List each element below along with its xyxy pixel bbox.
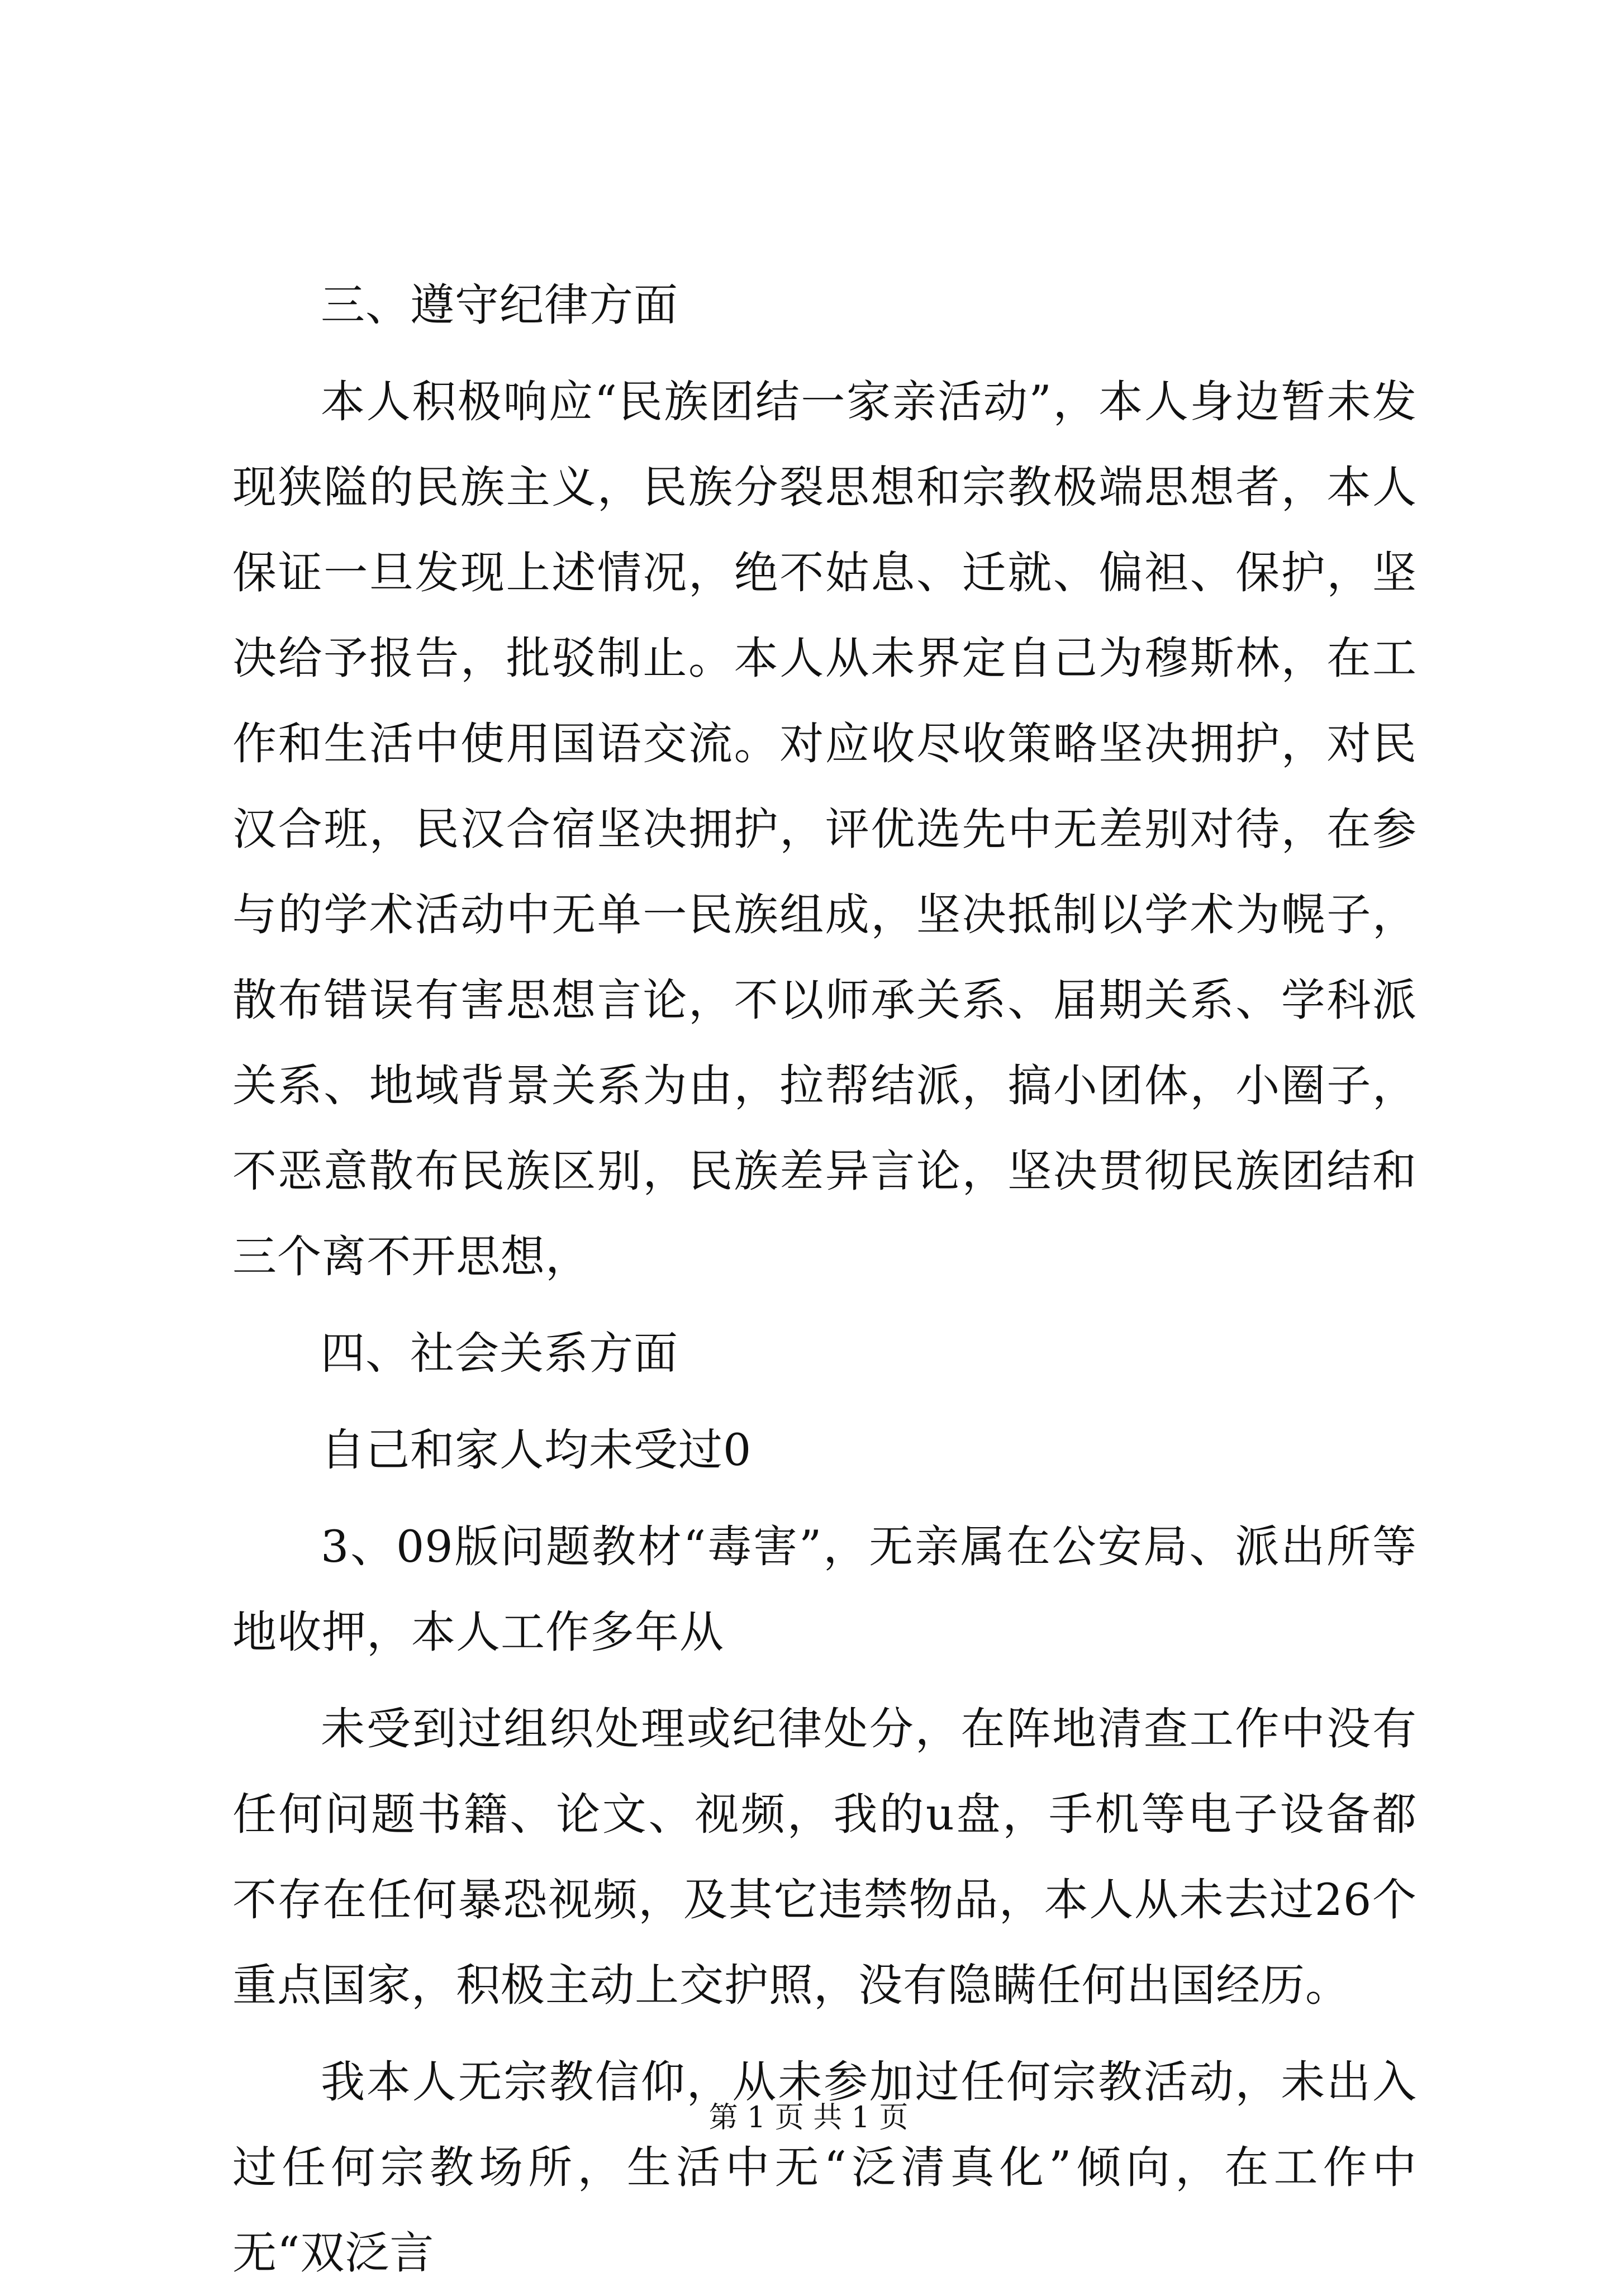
document-body [232,263,1417,2296]
paragraph-organization: 未受到过组织处理或纪律处分，在阵地清查工作中没有任何问题书籍、论文、视频，我的u盘，手机等电子设备都不存在任何暴恐视频，及其它违禁物品，本人从未去过26个重点国家，积极主动上交护照，没有隐瞒任何出国经历。 [232,1703,1417,2011]
page-footer: 第 1 页 共 1 页 [708,2101,909,2135]
paragraph-textbook: 3、09版问题教材“毒害”，无亲属在公安局、派出所等地收押，本人工作多年从 [232,1521,1417,1658]
section-heading-social-relations: 四、社会关系方面 [321,1328,678,1379]
paragraph-religion: 我本人无宗教信仰，从未参加过任何宗教活动，未出入过任何宗教场所，生活中无“泛清真化”倾向，在工作中无“双泛言 [232,2056,1417,2279]
paragraph-discipline: 本人积极响应“民族团结一家亲活动”，本人身边暂未发现狭隘的民族主义，民族分裂思想和宗教极端思想者，本人保证一旦发现上述情况，绝不姑息、迁就、偏袒、保护，坚决给予报告，批驳制止。本人从未界定自己为穆斯林，在工作和生活中使用国语交流。对应收尽收策略坚决拥护，对民汉合班，民汉合宿坚决拥护，评优选先中无差别对待，在参与的学术活动中无单一民族组成，坚决抵制以学术为幌子，散布错误有害思想言论，不以师承关系、届期关系、学科派关系、地域背景关系为由，拉帮结派，搞小团体，小圈子，不恶意散布民族区别，民族差异言论，坚决贯彻民族团结和三个离不开思想， [232,376,1417,1282]
paragraph-family: 自己和家人均未受过0 [321,1424,752,1476]
section-heading-discipline: 三、遵守纪律方面 [321,279,678,331]
